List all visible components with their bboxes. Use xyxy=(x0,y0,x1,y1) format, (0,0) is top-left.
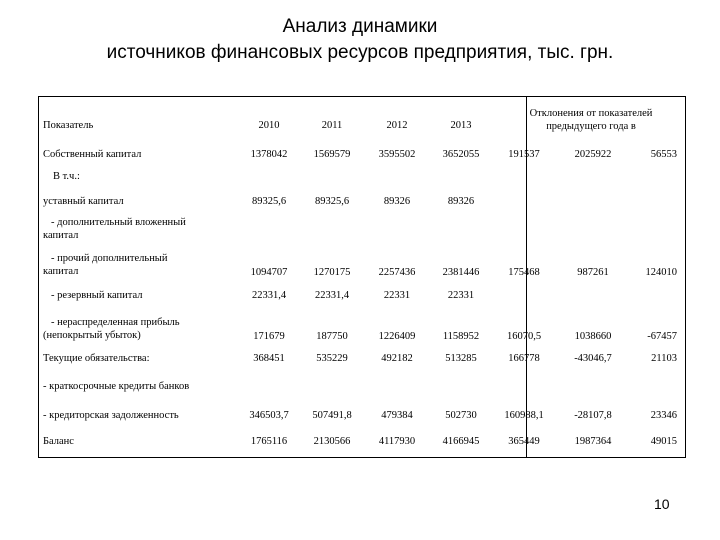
cell-deviation-1: 175468 xyxy=(508,267,540,278)
cell-deviation-2: -28107,8 xyxy=(574,410,612,421)
cell-2011: 89325,6 xyxy=(314,196,350,207)
cell-2010: 346503,7 xyxy=(249,410,289,421)
cell-2012: 3595502 xyxy=(378,149,416,160)
cell-deviation-3: 124010 xyxy=(645,267,677,278)
header-year-2011: 2011 xyxy=(321,120,343,131)
cell-2010: 1094707 xyxy=(250,267,288,278)
cell-2012: 4117930 xyxy=(378,436,416,447)
row-label-line-2: капитал xyxy=(43,230,79,241)
cell-2013: 1158952 xyxy=(442,331,480,342)
row-label-line-1: - дополнительный вложенный xyxy=(51,217,186,228)
header-year-2013: 2013 xyxy=(450,120,472,131)
row-label: Собственный капитал xyxy=(43,149,142,160)
row-label xyxy=(43,316,180,342)
page-title xyxy=(0,14,720,66)
row-label: - краткосрочные кредиты банков xyxy=(43,381,190,392)
cell-2011: 535229 xyxy=(316,353,348,364)
cell-2013: 4166945 xyxy=(442,436,480,447)
row-label: уставный капитал xyxy=(43,196,124,207)
cell-2013: 22331 xyxy=(447,290,475,301)
cell-deviation-3: 21103 xyxy=(651,353,677,364)
cell-2011: 2130566 xyxy=(313,436,351,447)
cell-deviation-2: -43046,7 xyxy=(574,353,612,364)
cell-2011: 1270175 xyxy=(313,267,351,278)
header-year-2012: 2012 xyxy=(386,120,408,131)
cell-2012: 2257436 xyxy=(378,267,416,278)
cell-2011: 1569579 xyxy=(313,149,351,160)
row-label-line-1: - прочий дополнительный xyxy=(51,253,168,264)
cell-2010: 171679 xyxy=(253,331,285,342)
row-label xyxy=(43,252,167,278)
cell-deviation-3: -67457 xyxy=(647,331,677,342)
cell-deviation-2: 987261 xyxy=(577,267,609,278)
cell-2011: 187750 xyxy=(316,331,348,342)
cell-2013: 2381446 xyxy=(442,267,480,278)
cell-deviation-1: 166778 xyxy=(508,353,540,364)
cell-2013: 3652055 xyxy=(442,149,480,160)
cell-2013: 502730 xyxy=(445,410,477,421)
cell-deviation-1: 16070,5 xyxy=(506,331,542,342)
row-label-line-2: (непокрытый убыток) xyxy=(43,330,141,341)
cell-2011: 507491,8 xyxy=(312,410,352,421)
cell-2013: 513285 xyxy=(445,353,477,364)
title-line-1: Анализ динамики xyxy=(282,16,438,37)
cell-deviation-3: 23346 xyxy=(650,410,677,421)
dynamics-table xyxy=(38,96,686,458)
cell-2011: 22331,4 xyxy=(314,290,350,301)
cell-2010: 89325,6 xyxy=(251,196,287,207)
row-label-line-2: капитал xyxy=(43,266,79,277)
cell-deviation-2: 1038660 xyxy=(574,331,612,342)
row-label: - кредиторская задолженность xyxy=(43,410,179,421)
cell-deviation-1: 160988,1 xyxy=(504,410,544,421)
title-line-2: источников финансовых ресурсов предприятия, тыс. грн. xyxy=(106,42,614,63)
cell-2010: 1765116 xyxy=(250,436,288,447)
row-label: Текущие обязательства: xyxy=(43,353,150,364)
cell-2012: 89326 xyxy=(383,196,411,207)
cell-2010: 1378042 xyxy=(250,149,288,160)
page-number: 10 xyxy=(654,496,670,512)
row-label: В т.ч.: xyxy=(53,171,80,182)
header-year-2010: 2010 xyxy=(258,120,280,131)
row-label: Баланс xyxy=(43,436,74,447)
cell-2010: 22331,4 xyxy=(251,290,287,301)
cell-deviation-2: 2025922 xyxy=(574,149,612,160)
cell-2010: 368451 xyxy=(253,353,285,364)
header-deviation-line-2: предыдущего года в xyxy=(546,121,636,132)
row-label-line-1: - нераспределенная прибыль xyxy=(51,317,180,328)
header-deviation xyxy=(501,107,681,133)
cell-deviation-2: 1987364 xyxy=(574,436,612,447)
cell-2013: 89326 xyxy=(447,196,475,207)
cell-2012: 1226409 xyxy=(378,331,416,342)
header-deviation-line-1: Отклонения от показателей xyxy=(529,108,653,119)
cell-deviation-3: 56553 xyxy=(650,149,677,160)
cell-deviation-1: 191537 xyxy=(508,149,540,160)
cell-2012: 479384 xyxy=(381,410,413,421)
cell-2012: 22331 xyxy=(383,290,411,301)
cell-deviation-1: 365449 xyxy=(508,436,540,447)
header-indicator: Показатель xyxy=(43,120,94,131)
row-label: - резервный капитал xyxy=(51,290,143,301)
cell-deviation-3: 49015 xyxy=(650,436,677,447)
cell-2012: 492182 xyxy=(381,353,413,364)
row-label xyxy=(43,216,186,242)
